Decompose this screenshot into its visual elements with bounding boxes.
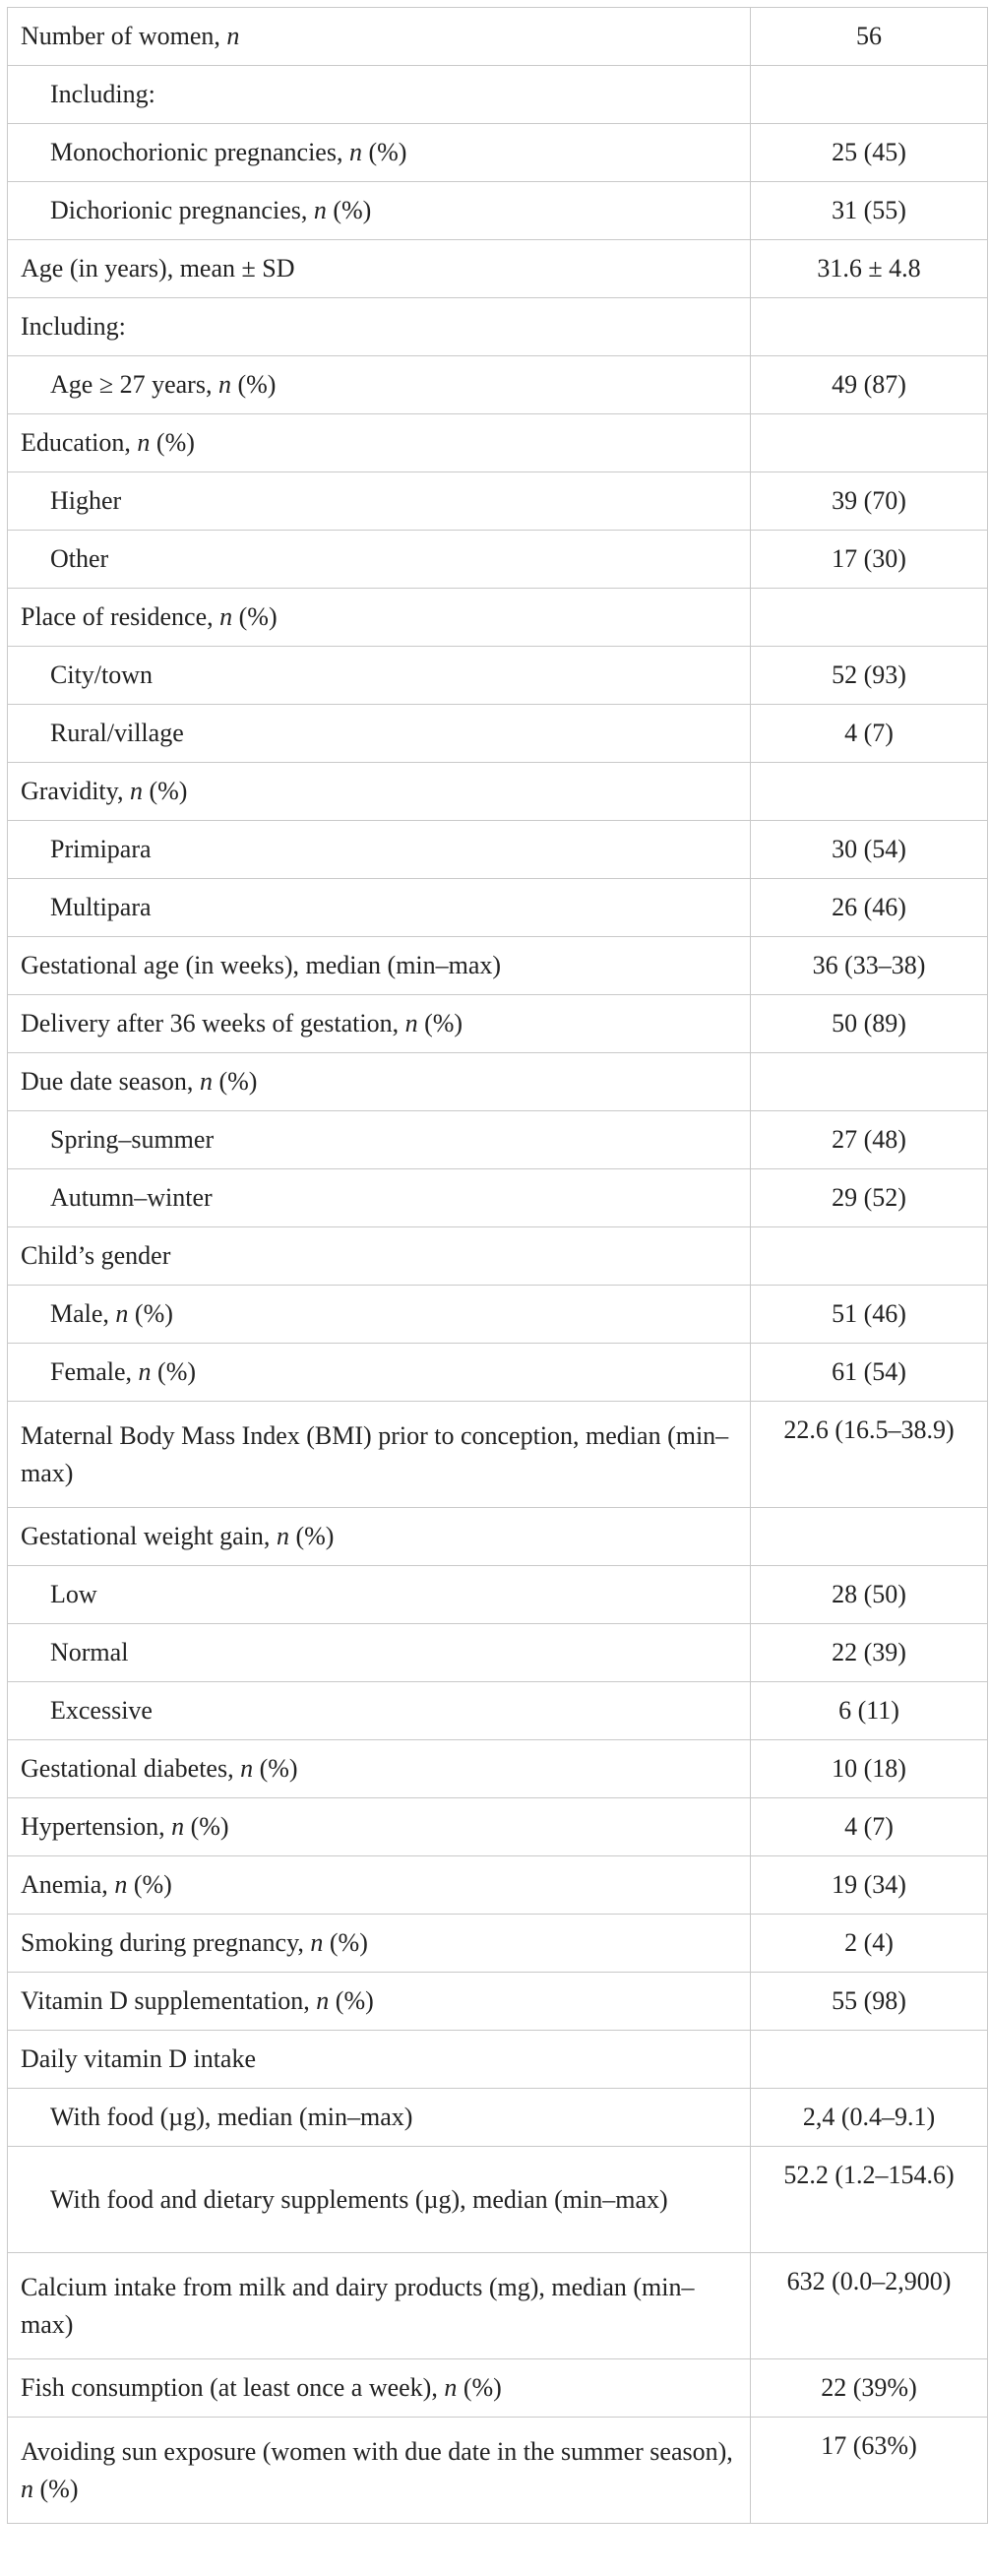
row-label-suffix: (%) <box>329 1986 374 2015</box>
row-label-cell <box>8 647 751 705</box>
row-label-cell <box>8 2031 751 2089</box>
row-value-cell <box>751 1227 988 1286</box>
table-row <box>8 1227 988 1286</box>
row-label-cell <box>8 1915 751 1973</box>
row-label-suffix: (%) <box>184 1812 229 1841</box>
row-value-cell: 22 (39) <box>751 1624 988 1682</box>
row-label-cell <box>8 1624 751 1682</box>
row-value-cell: 10 (18) <box>751 1740 988 1798</box>
row-label-cell <box>8 2359 751 2418</box>
row-label-cell <box>8 1286 751 1344</box>
table-row <box>8 1111 988 1169</box>
row-label-suffix: (%) <box>150 428 195 457</box>
row-value-cell: 22 (39%) <box>751 2359 988 2418</box>
row-label-text: With food and dietary supplements (µg), median (min–max) <box>50 2184 668 2214</box>
row-value-cell: 56 <box>751 8 988 66</box>
row-label-cell <box>8 2147 751 2253</box>
table-row <box>8 1286 988 1344</box>
row-label-text: Gestational diabetes, <box>21 1754 241 1783</box>
row-label-text: Multipara <box>50 893 152 921</box>
row-label-text: Autumn–winter <box>50 1183 213 1212</box>
row-value-cell: 4 (7) <box>751 705 988 763</box>
row-value-cell: 6 (11) <box>751 1682 988 1740</box>
row-label-text: Primipara <box>50 835 152 863</box>
row-label-text: Child’s gender <box>21 1241 171 1270</box>
row-label-text: Gravidity, <box>21 777 130 805</box>
row-label-symbol: n <box>310 1928 324 1957</box>
table-row <box>8 2089 988 2147</box>
table-row <box>8 1344 988 1402</box>
row-value-cell: 2 (4) <box>751 1915 988 1973</box>
table-row <box>8 821 988 879</box>
row-label-symbol: n <box>348 138 362 166</box>
row-label-suffix: (%) <box>288 1522 335 1550</box>
row-label-cell <box>8 995 751 1053</box>
row-value-cell: 19 (34) <box>751 1856 988 1915</box>
row-label-cell <box>8 1402 751 1508</box>
row-label-text: Age (in years), mean ± SD <box>21 254 295 283</box>
row-label-cell <box>8 298 751 356</box>
row-label-cell <box>8 2089 751 2147</box>
row-label-cell <box>8 531 751 589</box>
row-label-text: Age ≥ 27 years, <box>50 370 218 399</box>
row-label-text: Low <box>50 1580 97 1608</box>
row-label-text: Calcium intake from milk and dairy products (mg), median (min–max) <box>21 2272 695 2339</box>
row-label-cell <box>8 1508 751 1566</box>
row-label-suffix: (%) <box>323 1928 368 1957</box>
row-value-cell <box>751 1508 988 1566</box>
table-row <box>8 66 988 124</box>
row-label-cell <box>8 1111 751 1169</box>
row-value-cell: 26 (46) <box>751 879 988 937</box>
row-label-cell <box>8 879 751 937</box>
table-row <box>8 763 988 821</box>
row-label-text: City/town <box>50 660 154 689</box>
row-label-text: Place of residence, <box>21 602 220 631</box>
row-label-suffix: (%) <box>417 1009 464 1037</box>
row-value-cell: 632 (0.0–2,900) <box>751 2253 988 2359</box>
row-label-symbol: n <box>276 1522 289 1550</box>
row-label-text: Including: <box>21 312 126 341</box>
row-label-text: Daily vitamin D intake <box>21 2044 257 2073</box>
row-label-cell <box>8 763 751 821</box>
table-row <box>8 1740 988 1798</box>
row-label-suffix: (%) <box>212 1067 258 1096</box>
table-row <box>8 2031 988 2089</box>
row-label-symbol: n <box>217 370 231 399</box>
row-value-cell: 4 (7) <box>751 1798 988 1856</box>
row-value-cell: 31.6 ± 4.8 <box>751 240 988 298</box>
table-row <box>8 1798 988 1856</box>
characteristics-table-container <box>7 7 988 2524</box>
table-row <box>8 124 988 182</box>
row-label-cell <box>8 124 751 182</box>
row-label-text: Anemia, <box>21 1870 115 1899</box>
row-label-symbol: n <box>226 22 240 50</box>
row-label-text: Gestational age (in weeks), median (min–max) <box>21 951 502 979</box>
row-label-text: Due date season, <box>21 1067 200 1096</box>
table-row <box>8 937 988 995</box>
row-value-cell: 51 (46) <box>751 1286 988 1344</box>
row-value-cell <box>751 763 988 821</box>
row-value-cell: 55 (98) <box>751 1973 988 2031</box>
row-label-text: Female, <box>50 1357 139 1386</box>
row-label-symbol: n <box>114 1870 128 1899</box>
row-label-text: Spring–summer <box>50 1125 215 1154</box>
row-label-cell <box>8 240 751 298</box>
table-row <box>8 1973 988 2031</box>
row-label-text: Vitamin D supplementation, <box>21 1986 317 2015</box>
table-row <box>8 879 988 937</box>
table-row <box>8 1682 988 1740</box>
row-value-cell <box>751 66 988 124</box>
row-value-cell: 39 (70) <box>751 472 988 531</box>
row-value-cell <box>751 1053 988 1111</box>
table-row <box>8 1624 988 1682</box>
table-row <box>8 995 988 1053</box>
row-label-text: Gestational weight gain, <box>21 1522 277 1550</box>
characteristics-table <box>7 7 988 2524</box>
row-label-cell <box>8 1053 751 1111</box>
row-label-suffix: (%) <box>253 1754 298 1783</box>
row-value-cell <box>751 298 988 356</box>
row-value-cell: 31 (55) <box>751 182 988 240</box>
row-label-cell <box>8 472 751 531</box>
table-row <box>8 298 988 356</box>
row-label-cell <box>8 1169 751 1227</box>
row-label-cell <box>8 356 751 414</box>
row-label-cell <box>8 1566 751 1624</box>
row-label-cell <box>8 2418 751 2524</box>
row-label-cell <box>8 66 751 124</box>
table-body <box>8 8 988 2524</box>
row-value-cell: 29 (52) <box>751 1169 988 1227</box>
table-row <box>8 1566 988 1624</box>
table-row <box>8 647 988 705</box>
row-value-cell: 61 (54) <box>751 1344 988 1402</box>
row-label-text: Maternal Body Mass Index (BMI) prior to conception, median (min–max) <box>21 1420 729 1487</box>
row-label-symbol: n <box>21 2474 33 2503</box>
row-label-symbol: n <box>219 602 233 631</box>
row-label-text: Hypertension, <box>21 1812 172 1841</box>
row-value-cell: 2,4 (0.4–9.1) <box>751 2089 988 2147</box>
table-row <box>8 1053 988 1111</box>
row-label-text: Delivery after 36 weeks of gestation, <box>21 1009 405 1037</box>
table-row <box>8 2418 988 2524</box>
row-value-cell <box>751 2031 988 2089</box>
row-label-symbol: n <box>240 1754 254 1783</box>
row-label-cell <box>8 1973 751 2031</box>
row-label-cell <box>8 1682 751 1740</box>
row-label-symbol: n <box>138 1357 152 1386</box>
table-row <box>8 1169 988 1227</box>
row-label-text: Other <box>50 544 109 573</box>
row-label-text: Fish consumption (at least once a week), <box>21 2373 445 2402</box>
row-label-symbol: n <box>316 1986 330 2015</box>
table-row <box>8 8 988 66</box>
row-label-cell <box>8 1227 751 1286</box>
row-value-cell: 22.6 (16.5–38.9) <box>751 1402 988 1508</box>
row-label-symbol: n <box>404 1009 418 1037</box>
table-row <box>8 1402 988 1508</box>
row-label-cell <box>8 705 751 763</box>
row-label-cell <box>8 589 751 647</box>
table-row <box>8 356 988 414</box>
row-label-suffix: (%) <box>151 1357 197 1386</box>
row-label-text: Dichorionic pregnancies, <box>50 196 314 224</box>
row-label-text: Monochorionic pregnancies, <box>50 138 349 166</box>
row-label-cell <box>8 1798 751 1856</box>
row-label-suffix: (%) <box>457 2373 502 2402</box>
row-label-cell <box>8 821 751 879</box>
row-label-cell <box>8 8 751 66</box>
row-label-suffix: (%) <box>230 370 277 399</box>
table-row <box>8 589 988 647</box>
table-row <box>8 531 988 589</box>
row-label-suffix: (%) <box>128 1299 173 1328</box>
row-label-text: Avoiding sun exposure (women with due date in the summer season), <box>21 2436 733 2466</box>
table-row <box>8 705 988 763</box>
row-label-suffix: (%) <box>33 2474 79 2503</box>
row-value-cell: 30 (54) <box>751 821 988 879</box>
row-label-text: Excessive <box>50 1696 153 1725</box>
row-value-cell: 25 (45) <box>751 124 988 182</box>
row-label-symbol: n <box>129 777 143 805</box>
row-value-cell: 27 (48) <box>751 1111 988 1169</box>
row-label-text: Higher <box>50 486 122 515</box>
row-label-text: With food (µg), median (min–max) <box>50 2103 413 2131</box>
row-label-suffix: (%) <box>326 196 372 224</box>
row-label-symbol: n <box>137 428 151 457</box>
row-value-cell: 50 (89) <box>751 995 988 1053</box>
row-label-symbol: n <box>115 1299 129 1328</box>
row-label-cell <box>8 937 751 995</box>
table-row <box>8 2147 988 2253</box>
row-label-symbol: n <box>444 2373 458 2402</box>
table-row <box>8 182 988 240</box>
row-value-cell: 17 (63%) <box>751 2418 988 2524</box>
row-label-symbol: n <box>171 1812 185 1841</box>
table-row <box>8 1856 988 1915</box>
row-label-text: Including: <box>50 80 155 108</box>
row-label-cell <box>8 1856 751 1915</box>
row-label-text: Male, <box>50 1299 116 1328</box>
row-value-cell: 49 (87) <box>751 356 988 414</box>
row-value-cell: 17 (30) <box>751 531 988 589</box>
row-label-suffix: (%) <box>142 777 188 805</box>
row-label-cell <box>8 414 751 472</box>
row-value-cell: 52 (93) <box>751 647 988 705</box>
row-label-text: Rural/village <box>50 719 184 747</box>
row-label-cell <box>8 2253 751 2359</box>
table-row <box>8 2253 988 2359</box>
row-label-suffix: (%) <box>232 602 278 631</box>
row-label-text: Smoking during pregnancy, <box>21 1928 311 1957</box>
row-value-cell <box>751 589 988 647</box>
table-row <box>8 240 988 298</box>
table-row <box>8 1915 988 1973</box>
row-value-cell: 36 (33–38) <box>751 937 988 995</box>
row-value-cell: 52.2 (1.2–154.6) <box>751 2147 988 2253</box>
table-row <box>8 414 988 472</box>
table-row <box>8 2359 988 2418</box>
row-value-cell <box>751 414 988 472</box>
table-row <box>8 1508 988 1566</box>
row-label-cell <box>8 182 751 240</box>
row-label-cell <box>8 1344 751 1402</box>
row-label-symbol: n <box>313 196 327 224</box>
row-label-suffix: (%) <box>127 1870 172 1899</box>
row-label-symbol: n <box>199 1067 213 1096</box>
row-label-suffix: (%) <box>361 138 407 166</box>
table-row <box>8 472 988 531</box>
row-label-cell <box>8 1740 751 1798</box>
row-value-cell: 28 (50) <box>751 1566 988 1624</box>
row-label-text: Normal <box>50 1638 129 1666</box>
row-label-text: Number of women, <box>21 22 227 50</box>
row-label-text: Education, <box>21 428 138 457</box>
